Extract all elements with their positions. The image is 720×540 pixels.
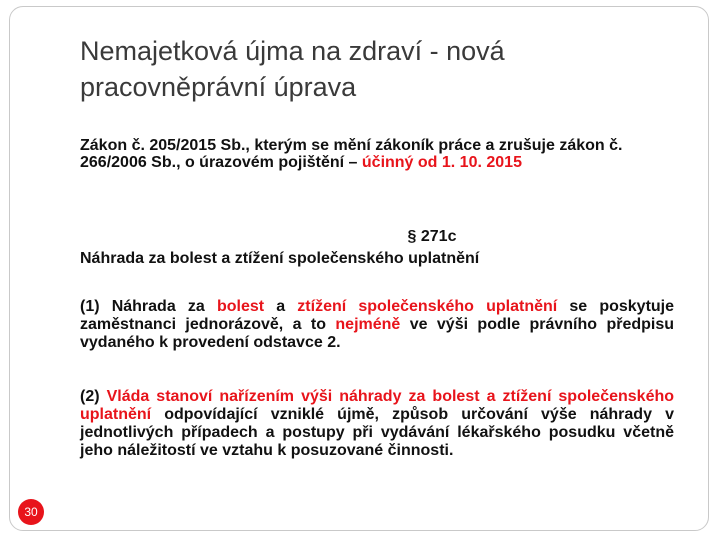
page-number-badge: 30 (18, 499, 44, 525)
law-effective-date: účinný od 1. 10. 2015 (361, 154, 522, 171)
p2-text-1: (2) (80, 388, 107, 405)
p1-text-3: se poskytuje zaměstnanci jednorázově, a to (80, 298, 675, 333)
law-text: Zákon č. 205/2015 Sb., kterým se mění zákoník práce a zrušuje zákon č. 266/2006 Sb., o úrazovém pojištění – (80, 137, 623, 171)
p1-text-2: a (264, 298, 298, 315)
section-number: § 271c (407, 228, 457, 245)
slide-title-line-1: Nemajetková újma na zdraví - nová (80, 36, 505, 66)
p1-text-1: (1) Náhrada za (80, 298, 217, 315)
paragraph-2 (80, 388, 674, 460)
p2-highlight-1: Vláda stanoví nařízením výši náhrady za bolest a ztížení společenského uplatnění (80, 388, 675, 423)
slide-title (80, 33, 680, 105)
paragraph-1 (80, 298, 674, 352)
p2-text-2: odpovídající vzniklé újmě, způsob určování výše náhrady v jednotlivých případech a postupy při vydávání lékařského posudku včetně jeho náležitostí ve vztahu k posuzované činnosti. (80, 406, 674, 459)
p1-highlight-2: ztížení společenského uplatnění (297, 298, 558, 315)
p1-highlight-1: bolest (216, 298, 265, 315)
section-header (80, 226, 674, 270)
p1-text-4: ve výši podle právního předpisu vydaného k provedení odstavce 2. (80, 316, 675, 351)
slide-title-line-2: pracovněprávní úprava (80, 72, 357, 102)
law-reference (80, 137, 674, 171)
section-heading: Náhrada za bolest a ztížení společenského uplatnění (80, 250, 480, 267)
p1-highlight-3: nejméně (335, 316, 401, 333)
